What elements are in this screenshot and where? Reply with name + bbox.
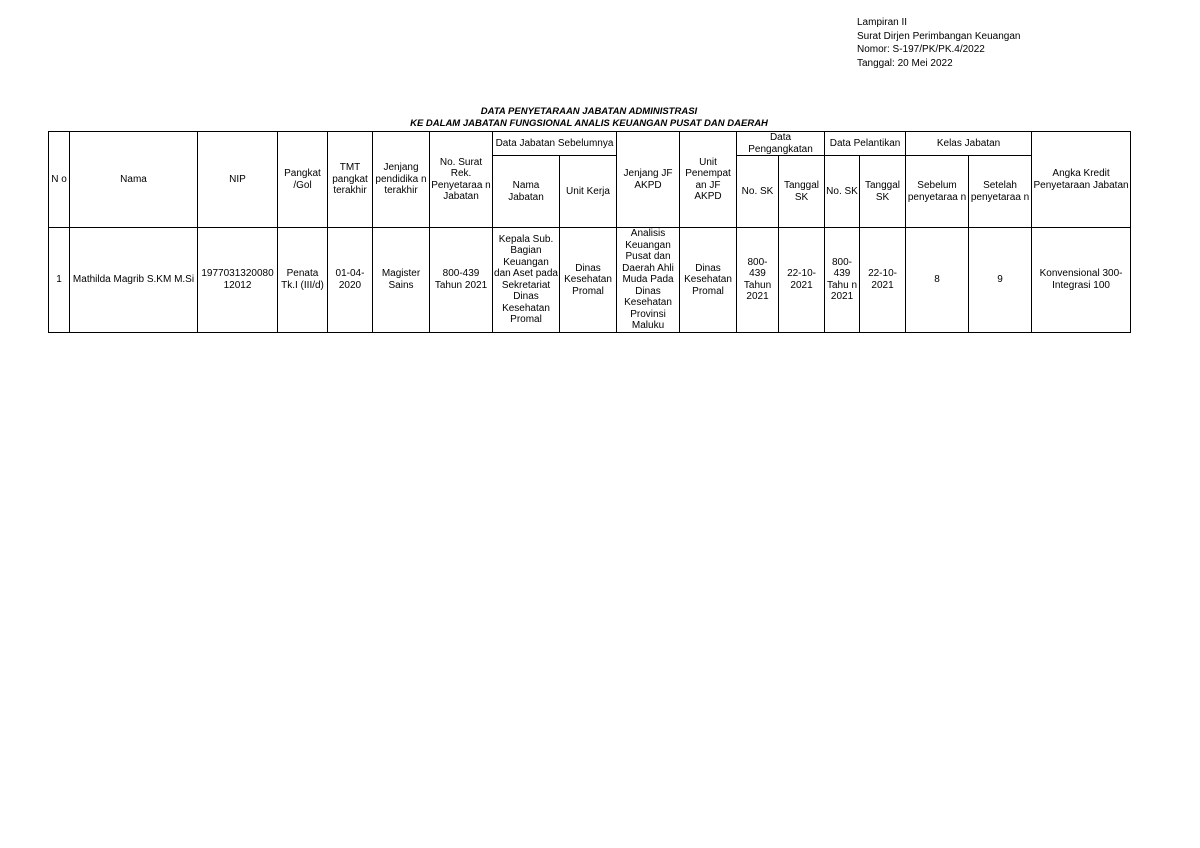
equalization-table bbox=[48, 131, 1131, 333]
header-tanggal-sk-pengangkatan: Tanggal SK bbox=[779, 156, 825, 228]
header-no-sk-pengangkatan: No. SK bbox=[737, 156, 779, 228]
header-tanggal-sk-pelantikan: Tanggal SK bbox=[860, 156, 906, 228]
header-data-pelantikan: Data Pelantikan bbox=[825, 132, 906, 156]
header-setelah: Setelah penyetaraa n bbox=[969, 156, 1032, 228]
header-pangkat: Pangkat /Gol bbox=[278, 132, 328, 228]
cell-unit-penempatan: Dinas Kesehatan Promal bbox=[680, 228, 737, 333]
cell-no-sk-pelantikan: 800- 439 Tahu n 2021 bbox=[825, 228, 860, 333]
cell-no-sk-pengangkatan: 800- 439 Tahun 2021 bbox=[737, 228, 779, 333]
title-line-2: KE DALAM JABATAN FUNGSIONAL ANALIS KEUANGAN PUSAT DAN DAERAH bbox=[410, 118, 768, 129]
header-nip: NIP bbox=[198, 132, 278, 228]
letter-source: Surat Dirjen Perimbangan Keuangan bbox=[857, 30, 1021, 42]
attachment-label: Lampiran II bbox=[857, 17, 908, 28]
cell-tanggal-sk-pengangkatan: 22-10- 2021 bbox=[779, 228, 825, 333]
letter-number: Nomor: S-197/PK/PK.4/2022 bbox=[857, 44, 985, 55]
header-tmt: TMT pangkat terakhir bbox=[328, 132, 373, 228]
header-sebelum: Sebelum penyetaraa n bbox=[906, 156, 969, 228]
cell-setelah: 9 bbox=[969, 228, 1032, 333]
header-angka-kredit: Angka Kredit Penyetaraan Jabatan bbox=[1032, 132, 1131, 228]
cell-sebelum: 8 bbox=[906, 228, 969, 333]
header-no: N o bbox=[49, 132, 70, 228]
cell-no: 1 bbox=[49, 228, 70, 333]
table-row bbox=[49, 228, 1131, 333]
header-no-surat: No. Surat Rek. Penyetaraa n Jabatan bbox=[430, 132, 493, 228]
header-nama-jabatan: Nama Jabatan bbox=[493, 156, 560, 228]
cell-unit-kerja: Dinas Kesehatan Promal bbox=[560, 228, 617, 333]
document-title bbox=[48, 106, 1130, 130]
header-jenjang-jf: Jenjang JF AKPD bbox=[617, 132, 680, 228]
cell-angka-kredit: Konvensional 300- Integrasi 100 bbox=[1032, 228, 1131, 333]
cell-no-surat: 800-439 Tahun 2021 bbox=[430, 228, 493, 333]
header-kelas-jabatan: Kelas Jabatan bbox=[906, 132, 1032, 156]
header-data-pengangkatan: Data Pengangkatan bbox=[737, 132, 825, 156]
attachment-header bbox=[857, 16, 1020, 70]
cell-nama-jabatan: Kepala Sub. Bagian Keuangan dan Aset pada Sekretariat Dinas Kesehatan Promal bbox=[493, 228, 560, 333]
cell-nip: 1977031320080 12012 bbox=[198, 228, 278, 333]
header-no-sk-pelantikan: No. SK bbox=[825, 156, 860, 228]
header-data-jabatan-sebelumnya: Data Jabatan Sebelumnya bbox=[493, 132, 617, 156]
header-unit-kerja: Unit Kerja bbox=[560, 156, 617, 228]
header-nama: Nama bbox=[70, 132, 198, 228]
header-row-1 bbox=[49, 132, 1131, 156]
cell-jenjang-pendidikan: Magister Sains bbox=[373, 228, 430, 333]
header-jenjang-pendidikan: Jenjang pendidika n terakhir bbox=[373, 132, 430, 228]
letter-date: Tanggal: 20 Mei 2022 bbox=[857, 57, 953, 69]
header-unit-penempatan: Unit Penempat an JF AKPD bbox=[680, 132, 737, 228]
cell-jenjang-jf: Analisis Keuangan Pusat dan Daerah Ahli Muda Pada Dinas Kesehatan Provinsi Maluku bbox=[617, 228, 680, 333]
cell-tmt: 01-04- 2020 bbox=[328, 228, 373, 333]
cell-tanggal-sk-pelantikan: 22-10- 2021 bbox=[860, 228, 906, 333]
cell-pangkat: Penata Tk.I (III/d) bbox=[278, 228, 328, 333]
title-line-1: DATA PENYETARAAN JABATAN ADMINISTRASI bbox=[480, 106, 698, 117]
cell-nama: Mathilda Magrib S.KM M.Si bbox=[70, 228, 198, 333]
